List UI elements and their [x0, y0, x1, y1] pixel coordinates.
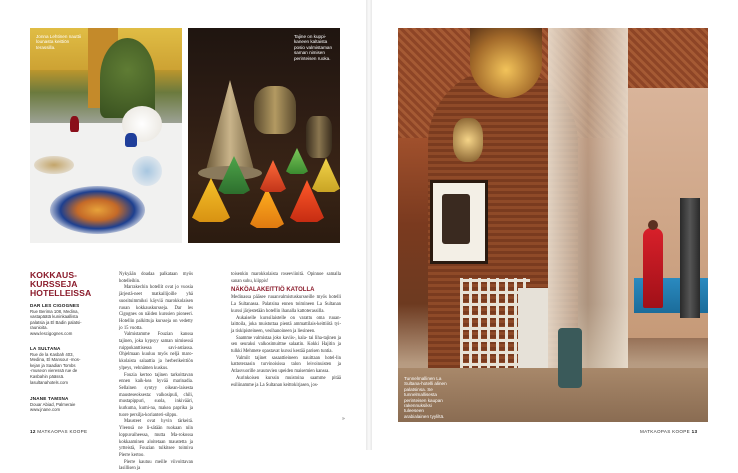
paragraph: Fouzia kertoo tajinen tarkoittavan ennen kaik-kea hyvää marinadia. Sellainen syntyy oikean-laisesta mausteseoksesta: valkosipuli, chili, mustapippuri, suola, inkivääri, kurkuma, kumi-na, makea paprika ja tuore persilja-korianteri-silppu. — [119, 372, 193, 418]
sidebar-entry-jnane-tamsna — [30, 396, 94, 413]
yellow-tagine-2 — [312, 158, 340, 192]
sidebar-entry-line: Kasbahin päässä. — [30, 373, 65, 379]
paragraph: Valmiit tajinet sasaattieineen nauittaan hotel-lin kattoteraasin turvinoisissa talon leivoinuisten ja Atlasvuorille avautuvien upeiden maisemien kanssa. — [231, 355, 341, 375]
lantern-floor — [558, 328, 582, 388]
woman-in-red — [643, 228, 663, 308]
paragraph: Saamme valmistaa joko kaviis-, kala- tai liha-tajinen ja sen seuraksi valkosimuittne salaatin. Kokki Hajitin ja tulkki Mehmete opastavat kurssi kestää parisen tuntia. — [231, 335, 341, 355]
woman-head — [648, 220, 658, 230]
paragraph: Mausteet ovat hyvin tärkeitä. Yleensä ne li-sätään ruokaan niin loppuvaiheessa, mutta Ma-rokossa kokkaaminen aloitetaan maustetta ja yrtteistä, Fouzian tulkitsee toimiva Pierre kertoo. — [119, 419, 193, 458]
sidebar-entry-line: Douar Abiad, Palmeraie — [30, 401, 76, 407]
photo-dining-table — [30, 28, 182, 243]
paragraph: Nykyään doadaa palkataan myös hotelleihin. — [119, 272, 193, 284]
body-column-2 — [231, 272, 341, 389]
sidebar-entry-line: -museon vieressä rue de — [30, 368, 78, 374]
sidebar-entry-la-sultana — [30, 346, 94, 385]
paragraph: Marrakechin hotellit ovat jo vuosia järjestä-neet matkailijoille yhä suosituimmiksi käyviä marokkolaisen ruoan kokkauskursseja. Dar les Cigognes on näiden kurssien pioneeri. Hotellin palkittuja kursseja on vedetty jo 15 vuotta. — [119, 285, 193, 331]
silver-pot — [306, 116, 332, 158]
paragraph: Medinassa pääsee ruuanvalmistuskursseille myös hotelli La Sultanassa. Palatsina ennen toimineen La Sultanan kurssi järjestetään hotellin ihanalla kattoterassilla. — [231, 295, 341, 314]
paragraph: Aurinkoisen kurssin muistoina saamme pitää esiliinamme ja La Sultanan keittokirjasen, jos- — [231, 375, 341, 388]
silver-teapot — [254, 86, 296, 134]
silver-tagine-lid — [206, 80, 254, 170]
folio-left — [30, 429, 87, 434]
sidebar-entry-line: kejan ja Saadian Tombs — [30, 362, 76, 368]
paragraph: Pierre kautuu meille viivoittavan lasillisen ja — [119, 459, 193, 472]
sidebar-entry-link[interactable]: lasultanahotels.com — [30, 379, 68, 385]
subheading: NÄKÖALAKEITTIÖ KATOLLA — [231, 287, 315, 294]
caption-table: Jonna Lehtinen nauttii lounasta keittiön terassilla. — [36, 34, 81, 50]
magazine-name: MATKAOPAS KOOPE — [37, 429, 88, 434]
brass-lantern — [470, 28, 542, 98]
sidebar-entry-title: DAR LES CIGOGNES — [30, 303, 80, 308]
side-plate — [34, 156, 74, 174]
red-tagine — [260, 160, 286, 192]
photo-hotel-room — [398, 28, 708, 422]
orange-tagine — [250, 188, 284, 228]
sidebar-entry-dar-les-cigognes — [30, 303, 94, 337]
sidebar-entry-line: palatsia ja El Badin palatsi- — [30, 319, 82, 325]
patio-heater — [680, 198, 700, 318]
sidebar-entry-line: Medina, El Mansour -mos- — [30, 357, 81, 363]
folio-right — [640, 429, 697, 434]
caption-room: Tunnelmallinen La Sultana-hotelli alinen palatsinsa. Se tunnelmallisesta perinteisen kaupan rakennuksiksi tuleeseen arabialainen tyyliltä. — [404, 376, 447, 419]
caption-tagines: Tajine on kuppi-kaneen kaltaista posio valmistaman saman nimisen perinteisen ruoka. — [294, 34, 333, 61]
paragraph: Aukaiselle kurssilaistelle on varattu oma ruuan-laittoila, joka muistuttaa pientä ammattilais-keittiötä tyi- ja tiskipisteineen, vesihanoineen ja liesineen. — [231, 315, 341, 334]
framed-art-figure — [442, 194, 470, 244]
decorated-plate — [50, 186, 145, 234]
green-tagine-2 — [286, 148, 308, 174]
paragraph: Valmistamme Fouzian kanssa tajinen, joka kypsyy saman nimisessä ruippokanttisessa savi-astiassa. Ohjelmaan kuuluu myös neljä maro-kkolaista salaattia ja herberikeittiön ylpeys, vehnämen kuskus. — [119, 332, 193, 371]
bowl — [132, 156, 162, 186]
magazine-name: MATKAOPAS KOOPE — [640, 429, 691, 434]
sidebar-entry-line: Rue Berima 108, Medina, vastapäätä kuninkaallista — [30, 308, 79, 320]
photo-tagines — [188, 28, 340, 243]
blue-glass — [125, 133, 137, 147]
body-column-1 — [119, 272, 193, 473]
paragraph: toisenkin marokkolaista roseeviinitä. Opinnoe samalla sanan suhu, kiippis! — [231, 272, 341, 284]
sidebar-entry-link[interactable]: www.lescigognes.com — [30, 330, 73, 336]
small-lantern — [453, 118, 483, 162]
red-glass — [70, 116, 79, 132]
page-number: 13 — [691, 429, 698, 434]
sidebar-entry-title: JNANE TAMSNA — [30, 396, 69, 401]
sidebar-entry-line: raunioita. — [30, 325, 48, 331]
sidebar-heading: KOKKAUS-KURSSEJA HOTELLEISSA — [30, 270, 92, 298]
sidebar-entry-link[interactable]: www.jnane.com — [30, 407, 61, 413]
continuation-mark: » — [342, 416, 345, 422]
sidebar-entry-line: Rue de la Kasbah 403, — [30, 351, 74, 357]
sidebar-entry-title: LA SULTANA — [30, 346, 61, 351]
page-number: 12 — [30, 429, 36, 434]
